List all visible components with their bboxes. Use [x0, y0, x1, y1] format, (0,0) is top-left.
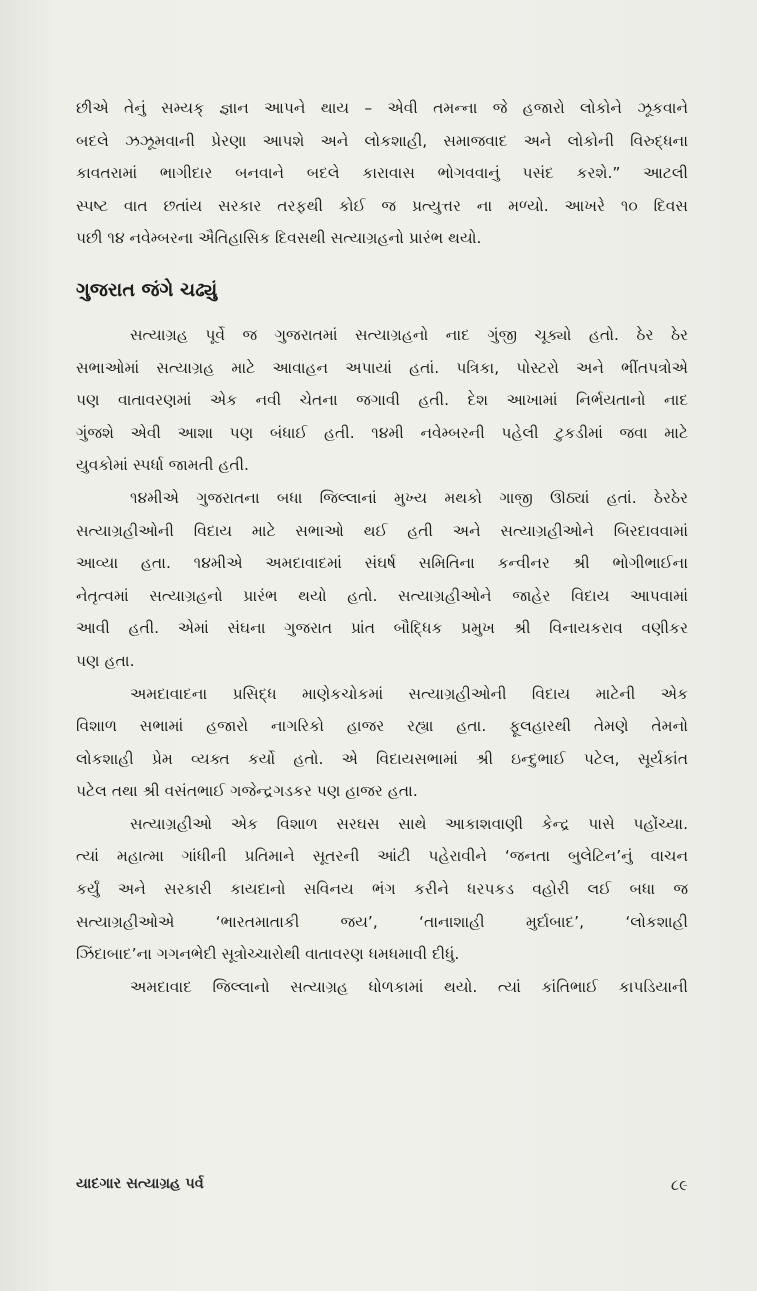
paragraph	[76, 319, 688, 482]
text-line: સ્પષ્ટ વાત છતાંય સરકાર તરફથી કોઈ જ પ્રત્યુત્તર ના મળ્યો. આખરે ૧૦ દિવસ	[76, 196, 688, 215]
paragraph	[76, 482, 688, 678]
text-line: સત્યાગ્રહીઓની વિદાય માટે સભાઓ થઈ હતી અને સત્યાગ્રહીઓને બિરદાવવામાં	[76, 521, 688, 540]
book-title: યાદગાર સત્યાગ્રહ પર્વ	[76, 1176, 204, 1192]
page-footer	[76, 1176, 688, 1206]
text-line: આવ્યા હતા. ૧૪મીએ અમદાવાદમાં સંઘર્ષ સમિતિના કન્વીનર શ્રી ભોગીભાઈના	[76, 554, 688, 573]
text-line: ઝિંદાબાદ’ના ગગનભેદી સૂત્રોચ્ચારોથી વાતાવરણ ધમધમાવી દીધું.	[76, 945, 460, 964]
text-line: અમદાવાદ જિલ્લાનો સત્યાગ્રહ ધોળકામાં થયો. ત્યાં કાંતિભાઈ કાપડિયાની	[130, 977, 688, 996]
text-line: ગુંજશે એવી આશા પણ બંધાઈ હતી. ૧૪મી નવેમ્બરની પહેલી ટુકડીમાં જવા માટે	[76, 423, 688, 442]
page-body	[76, 92, 688, 1003]
text-line: સત્યાગ્રહીઓ એક વિશાળ સરઘસ સાથે આકાશવાણી કેન્દ્ર પાસે પહોંચ્યા.	[130, 814, 688, 833]
text-line: અમદાવાદના પ્રસિદ્ધ માણેકચોકમાં સત્યાગ્રહીઓની વિદાય માટેની એક	[130, 684, 688, 703]
text-line: નેતૃત્વમાં સત્યાગ્રહનો પ્રારંભ થયો હતો. સત્યાગ્રહીઓને જાહેર વિદાય આપવામાં	[76, 586, 688, 605]
text-line: સત્યાગ્રહ પૂર્વે જ ગુજરાતમાં સત્યાગ્રહનો નાદ ગુંજી ચૂક્યો હતો. ઠેર ઠેર	[130, 325, 688, 344]
paragraph	[76, 678, 688, 808]
text-line: પટેલ તથા શ્રી વસંતભાઈ ગજેન્દ્રગડકર પણ હાજર હતા.	[76, 782, 418, 801]
text-line: છીએ તેનું સમ્યક્ જ્ઞાન આપને થાય – એવી તમન્ના જે હજારો લોકોને ઝૂકવાને	[76, 99, 688, 117]
paragraph	[76, 808, 688, 971]
text-line: યુવકોમાં સ્પર્ધા જામતી હતી.	[76, 456, 249, 475]
text-line: કર્યું અને સરકારી કાયદાનો સવિનય ભંગ કરીને ધરપકડ વહોરી લઈ બધા જ	[76, 880, 688, 899]
text-line: સભાઓમાં સત્યાગ્રહ માટે આવાહન અપાયાં હતાં. પત્રિકા, પોસ્ટરો અને ભીંતપત્રોએ	[76, 358, 688, 377]
text-line: પણ વાતાવરણમાં એક નવી ચેતના જગાવી હતી. દેશ આખામાં નિર્ભયતાનો નાદ	[76, 391, 688, 410]
text-line: કાવતરામાં ભાગીદાર બનવાને બદલે કારાવાસ ભોગવવાનું પસંદ કરશે.” આટલી	[76, 164, 688, 183]
text-line: પણ હતા.	[76, 651, 135, 670]
paragraph	[76, 971, 688, 1004]
paragraph-continued	[76, 92, 688, 255]
text-line: સત્યાગ્રહીઓએ ‘ભારતમાતાકી જય’, ‘તાનાશાહી મુર્દાબાદ’, ‘લોકશાહી	[76, 912, 688, 931]
text-line: લોકશાહી પ્રેમ વ્યક્ત કર્યો હતો. એ વિદાયસભામાં શ્રી ઇન્દુભાઈ પટેલ, સૂર્યકાંત	[76, 749, 688, 768]
text-line: આવી હતી. એમાં સંઘના ગુજરાત પ્રાંત બૌદ્ધિક પ્રમુખ શ્રી વિનાયકરાવ વણીકર	[76, 619, 688, 638]
text-line: વિશાળ સભામાં હજારો નાગરિકો હાજર રહ્યા હતા. ફૂલહારથી તેમણે તેમનો	[76, 717, 688, 736]
text-line: ૧૪મીએ ગુજરાતના બધા જિલ્લાનાં મુખ્ય મથકો ગાજી ઊઠ્યાં હતાં. ઠેરઠેર	[130, 488, 688, 507]
text-line: પછી ૧૪ નવેમ્બરના ઐતિહાસિક દિવસથી સત્યાગ્રહનો પ્રારંભ થયો.	[76, 229, 482, 248]
section-heading: ગુજરાત જંગે ચઢ્યું	[76, 278, 218, 301]
text-line: બદલે ઝઝૂમવાની પ્રેરણા આપશે અને લોકશાહી, સમાજવાદ અને લોકોની વિરુદ્ધના	[76, 131, 688, 150]
page-number: ૮૯	[670, 1176, 688, 1194]
text-line: ત્યાં મહાત્મા ગાંધીની પ્રતિમાને સૂતરની આંટી પહેરાવીને ‘જનતા બુલેટિન’નું વાચન	[76, 847, 688, 866]
